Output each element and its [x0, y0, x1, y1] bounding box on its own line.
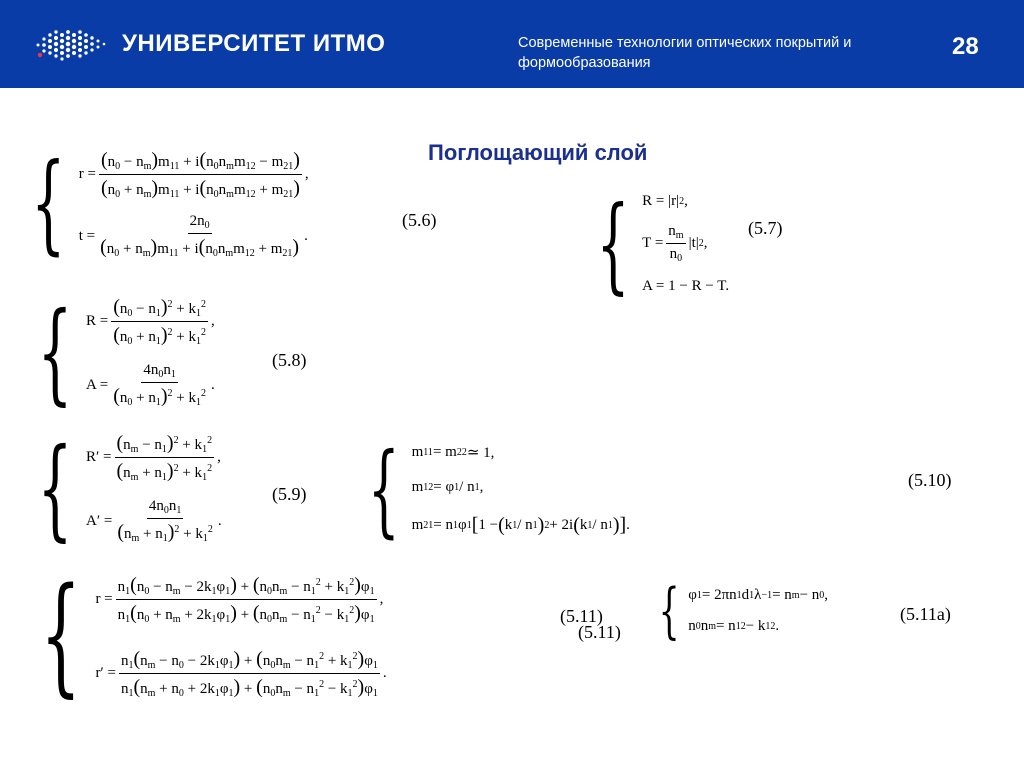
equation-number: (5.10) — [908, 470, 952, 490]
university-name: УНИВЕРСИТЕТ ИТМО — [122, 30, 386, 57]
itmo-logo-icon — [34, 26, 112, 64]
equation-number: (5.11) — [578, 622, 621, 642]
page-number: 28 — [952, 33, 979, 60]
equation-5-11a: { φ 1 = 2πn 1 d 1 λ −1 = n m − n 0 , n 0 n m = n 1 2 − k 1 2 . — [658, 576, 829, 646]
header-bar — [0, 0, 1024, 88]
equation-number: (5.6) — [402, 210, 437, 230]
equation-5-6: { r = $\frac{(n_0 - n_m)m_{11} + i(n_0n_mm_{12} - m_{21})}{(n_0 + n_m)m_{11} + i(n_0n_mm_{12} + m_{21})}$ , t = $\frac{2n_0}{(n_0 + n_m)m_{11} + i(n_0n_mm_{12} + m_{21})}$ . — [31, 141, 309, 266]
equation-5-8: { R = $\frac{(n_0 - n_1)^2 + k_1^2}{(n_0 + n_1)^2 + k_1^2}$ , A = $\frac{4n_0n_1}{(n_0 + n_1)^2 + k_1^2}$ . — [37, 288, 215, 416]
equation-number: (5.11) — [560, 606, 603, 626]
equation-number: (5.7) — [748, 218, 783, 238]
slide-title: Поглощающий слой — [428, 140, 648, 165]
equation-5-11: { r = $\frac{n_1(n_0 - n_m - 2k_1\varphi_1) + (n_0n_m - n_1^2 + k_1^2)\varphi_1}{n_1(n_0 + n_m + 2k_1\varphi_1) + (n_0n_m - n_1^2 - k_1^2)\varphi_1}$ , r′ = $\frac{n_1(n_m - n_0 - 2k_1\varphi_1) + (n_0n_m - n_1^2 + k_1^2)\varphi_1}{n_1(n_m + n_0 + 2k_1\varphi_1) + (n_0n_m - n_1^2 - k_1^2)\varphi_1}$ . — [40, 561, 387, 710]
equation-number: (5.9) — [272, 484, 307, 504]
equation-5-9: { R′ = $\frac{(n_m - n_1)^2 + k_1^2}{(n_m + n_1)^2 + k_1^2}$ , A′ = $\frac{4n_0n_1}{(n_m + n_1)^2 + k_1^2}$ . — [37, 424, 222, 552]
equation-5-7: { R = |r| 2 , T = $\frac{n_m}{n_0}$ |t| 2 , A = 1 − R − T. — [596, 183, 730, 305]
equation-5-10: { m 11 = m 22 ≃ 1, m 12 = φ 1 / n 1 , m 21 = n 1 φ 1 [ 1 − ( k 1 / n 1 ) 2 + 2i ( k 1 / n 1 ) ] . — [367, 431, 630, 548]
equation-number: (5.8) — [272, 350, 307, 370]
equation-number: (5.11a) — [900, 604, 951, 624]
course-subtitle: Современные технологии оптических покрытий и формообразования — [518, 35, 852, 71]
